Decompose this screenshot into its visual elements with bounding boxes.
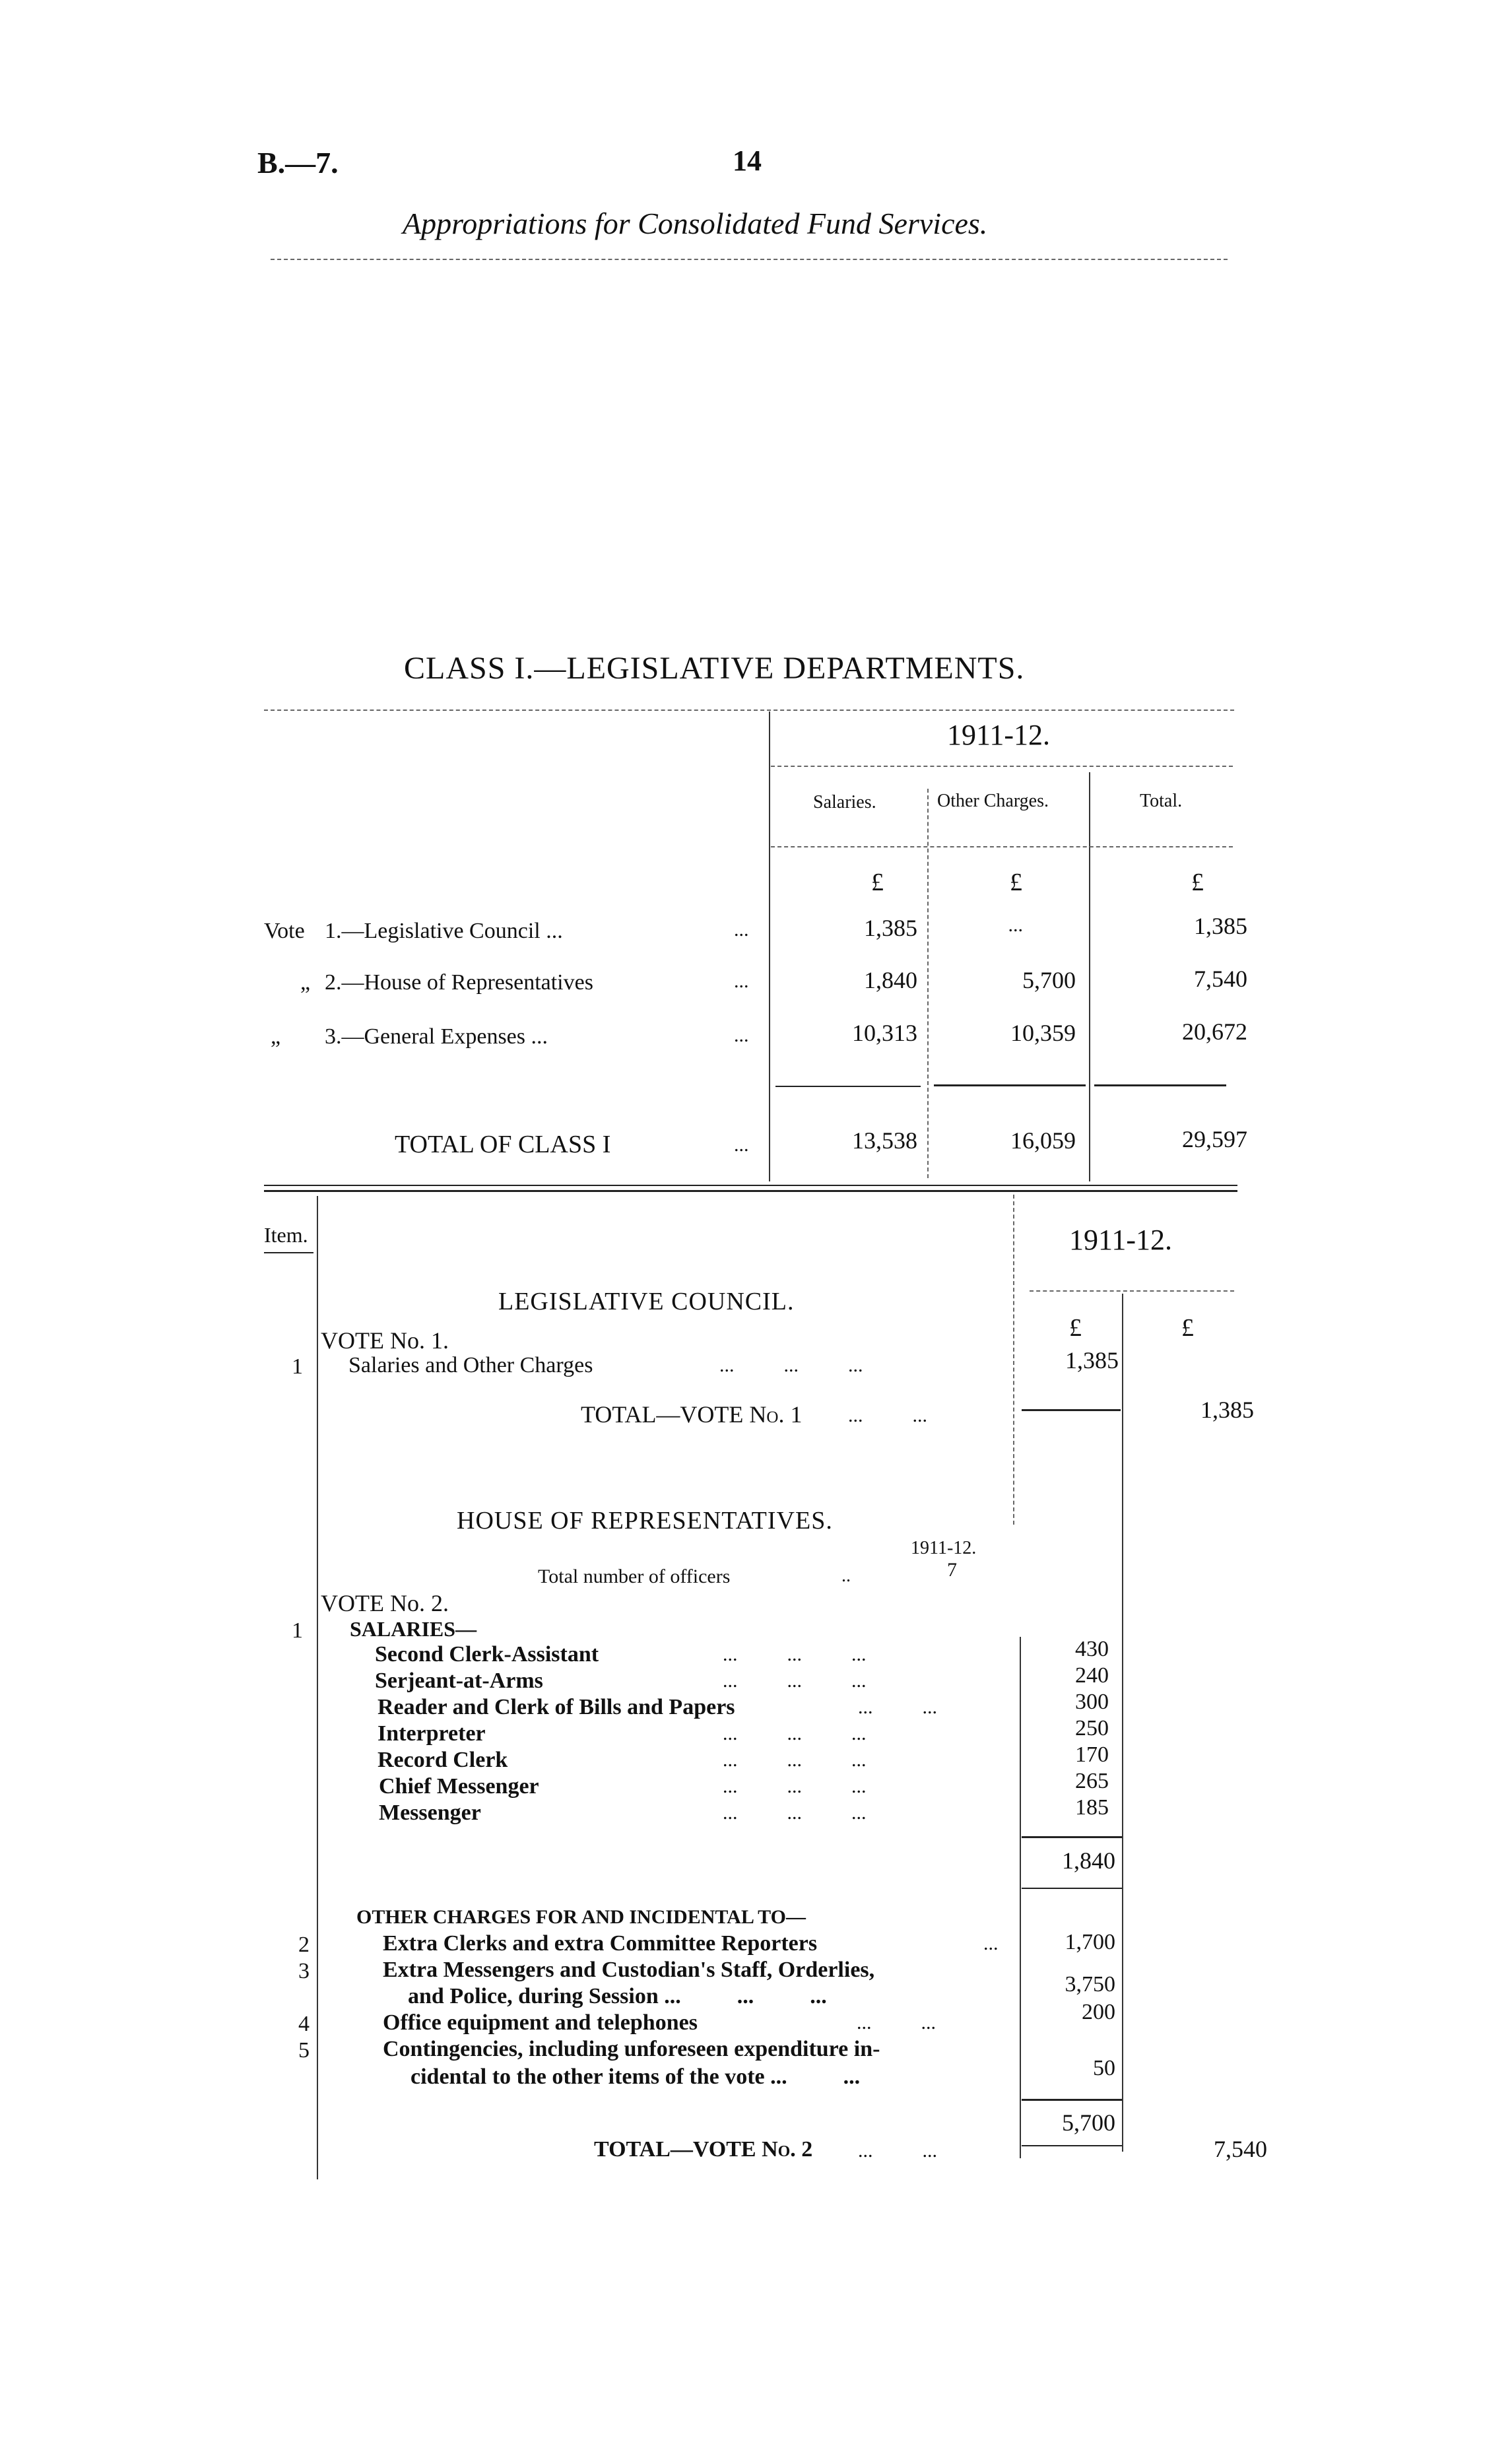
summary-year-rule xyxy=(771,766,1233,767)
salary-amount: 300 xyxy=(1075,1690,1109,1714)
summary-title: CLASS I.—LEGISLATIVE DEPARTMENTS. xyxy=(404,651,1025,686)
officers-leader: .. xyxy=(841,1566,851,1586)
row-leader: ... xyxy=(734,970,749,992)
summary-header-rule xyxy=(771,846,1233,847)
other-line: Contingencies, including unforeseen expenditure in- xyxy=(383,2037,880,2061)
council-title: LEGISLATIVE COUNCIL. xyxy=(498,1288,795,1315)
other-sum-rule xyxy=(934,1084,1086,1086)
row-label: 2.—House of Representatives xyxy=(325,970,593,995)
row-label: 1.—Legislative Council ... xyxy=(325,919,563,943)
salary-leader: ... ... ... xyxy=(723,1723,867,1744)
row-leader: ... xyxy=(734,1024,749,1046)
salaries-heading: SALARIES— xyxy=(350,1617,477,1641)
total-other: 16,059 xyxy=(1010,1127,1076,1154)
council-total-leader: ... ... xyxy=(848,1405,927,1426)
row-prefix: „ xyxy=(300,970,311,995)
other-amount: 1,700 xyxy=(1065,1930,1115,1954)
council-vote: VOTE No. 1. xyxy=(321,1327,449,1354)
other-item-no: 3 xyxy=(298,1959,310,1983)
salaries-sum-rule xyxy=(775,1086,921,1087)
other-subtotal-rule-bottom xyxy=(1022,2145,1122,2146)
column-total: Total. xyxy=(1140,791,1183,811)
row-other: 5,700 xyxy=(1022,967,1076,993)
total-label: TOTAL OF CLASS I xyxy=(395,1131,611,1158)
other-item-no: 5 xyxy=(298,2038,310,2063)
other-line-continued: and Police, during Session ... ... ... xyxy=(408,1984,827,2008)
document-reference: B.—7. xyxy=(257,146,339,180)
other-line: Extra Messengers and Custodian's Staff, Orderlies, xyxy=(383,1958,875,1982)
detail-col-divider xyxy=(1122,1294,1123,2152)
council-leader: ... ... ... xyxy=(719,1354,863,1376)
detail-col-divider-left xyxy=(1013,1195,1014,1525)
row-prefix: „ xyxy=(271,1024,281,1049)
council-item-no: 1 xyxy=(292,1354,303,1379)
other-line-continued: cidental to the other items of the vote ... ... xyxy=(411,2065,861,2089)
row-salaries: 10,313 xyxy=(852,1020,917,1046)
other-item-no: 4 xyxy=(298,2012,310,2036)
header-divider xyxy=(271,259,1228,260)
row-prefix: Vote xyxy=(264,919,305,943)
item-column-header: Item. xyxy=(264,1223,308,1247)
other-item-no: 2 xyxy=(298,1933,310,1957)
officers-label: Total number of officers xyxy=(538,1566,731,1587)
detail-currency-2: £ xyxy=(1181,1314,1194,1342)
total-leader: ... xyxy=(734,1134,749,1156)
salary-leader: ... ... ... xyxy=(723,1775,867,1797)
summary-top-rule xyxy=(264,710,1234,711)
council-total-label: TOTAL—VOTE No. 1 xyxy=(581,1401,803,1428)
total-salaries: 13,538 xyxy=(852,1127,917,1154)
salary-label: Second Clerk-Assistant xyxy=(375,1642,599,1667)
council-line: Salaries and Other Charges xyxy=(348,1353,593,1377)
house-total-label: TOTAL—VOTE No. 2 xyxy=(594,2137,813,2162)
other-line: Office equipment and telephones xyxy=(383,2010,698,2035)
row-salaries: 1,840 xyxy=(864,967,917,993)
council-total-amount: 1,385 xyxy=(1200,1397,1254,1423)
summary-year: 1911-12. xyxy=(947,719,1051,751)
summary-col-divider-2 xyxy=(1089,772,1090,1181)
other-leader: ... xyxy=(983,1933,999,1954)
item-column-divider xyxy=(317,1196,318,2179)
council-amount: 1,385 xyxy=(1065,1347,1119,1373)
house-year: 1911-12. xyxy=(911,1538,977,1558)
row-salaries: 1,385 xyxy=(864,915,917,941)
detail-currency-1: £ xyxy=(1069,1314,1082,1342)
other-leader: ... ... xyxy=(857,2012,936,2034)
summary-bottom-rule-2 xyxy=(264,1190,1237,1192)
row-total: 1,385 xyxy=(1194,913,1247,939)
salary-label: Chief Messenger xyxy=(379,1774,539,1799)
house-vote: VOTE No. 2. xyxy=(321,1590,449,1616)
other-line: Extra Clerks and extra Committee Reporters xyxy=(383,1931,818,1956)
other-amount: 200 xyxy=(1082,2000,1115,2024)
column-salaries: Salaries. xyxy=(813,792,876,812)
salary-amount: 185 xyxy=(1075,1795,1109,1820)
other-amount: 3,750 xyxy=(1065,1972,1115,1997)
salaries-subtotal-rule xyxy=(1022,1836,1122,1838)
officers-count: 7 xyxy=(947,1559,957,1581)
salary-label: Record Clerk xyxy=(378,1748,508,1772)
house-title: HOUSE OF REPRESENTATIVES. xyxy=(457,1507,833,1535)
item-header-rule xyxy=(264,1252,313,1253)
council-sum-rule xyxy=(1022,1409,1121,1411)
total-total: 29,597 xyxy=(1182,1126,1247,1152)
detail-year-rule xyxy=(1030,1290,1234,1292)
salary-leader: ... ... ... xyxy=(723,1643,867,1665)
other-subtotal: 5,700 xyxy=(1062,2109,1115,2136)
other-charges-heading: OTHER CHARGES FOR AND INCIDENTAL TO— xyxy=(356,1906,806,1928)
salary-amount: 250 xyxy=(1075,1716,1109,1740)
summary-bottom-rule xyxy=(264,1185,1237,1186)
salary-amount: 265 xyxy=(1075,1769,1109,1793)
salary-label: Messenger xyxy=(379,1801,481,1825)
row-other: 10,359 xyxy=(1010,1020,1076,1046)
currency-salaries: £ xyxy=(871,869,884,896)
detail-year: 1911-12. xyxy=(1069,1224,1173,1256)
row-total: 20,672 xyxy=(1182,1018,1247,1045)
salary-leader: ... ... ... xyxy=(723,1670,867,1692)
salary-leader: ... ... xyxy=(858,1696,937,1718)
page-number: 14 xyxy=(733,145,762,177)
summary-stub-divider xyxy=(769,711,770,1181)
salary-label: Serjeant-at-Arms xyxy=(375,1669,543,1693)
currency-other: £ xyxy=(1010,869,1022,896)
other-subtotal-rule xyxy=(1022,2099,1122,2101)
salary-amount: 430 xyxy=(1075,1637,1109,1661)
house-amount-divider xyxy=(1020,1637,1021,2158)
row-label: 3.—General Expenses ... xyxy=(325,1024,548,1049)
salaries-item-no: 1 xyxy=(292,1618,303,1643)
row-leader: ... xyxy=(734,919,749,941)
row-other: ... xyxy=(1008,914,1023,936)
currency-total: £ xyxy=(1191,869,1204,896)
salary-amount: 240 xyxy=(1075,1663,1109,1688)
house-total-leader: ... ... xyxy=(858,2140,937,2162)
other-amount: 50 xyxy=(1093,2056,1115,2080)
total-sum-rule xyxy=(1094,1084,1226,1086)
salaries-subtotal-rule-bottom xyxy=(1022,1888,1122,1889)
salary-label: Reader and Clerk of Bills and Papers xyxy=(378,1695,735,1719)
house-total-amount: 7,540 xyxy=(1214,2136,1267,2162)
salary-leader: ... ... ... xyxy=(723,1749,867,1771)
column-other-charges: Other Charges. xyxy=(937,791,1049,811)
salaries-subtotal: 1,840 xyxy=(1062,1847,1115,1874)
row-total: 7,540 xyxy=(1194,966,1247,992)
salary-label: Interpreter xyxy=(378,1721,486,1746)
page-subtitle: Appropriations for Consolidated Fund Services. xyxy=(403,207,988,240)
salary-amount: 170 xyxy=(1075,1742,1109,1767)
salary-leader: ... ... ... xyxy=(723,1802,867,1824)
